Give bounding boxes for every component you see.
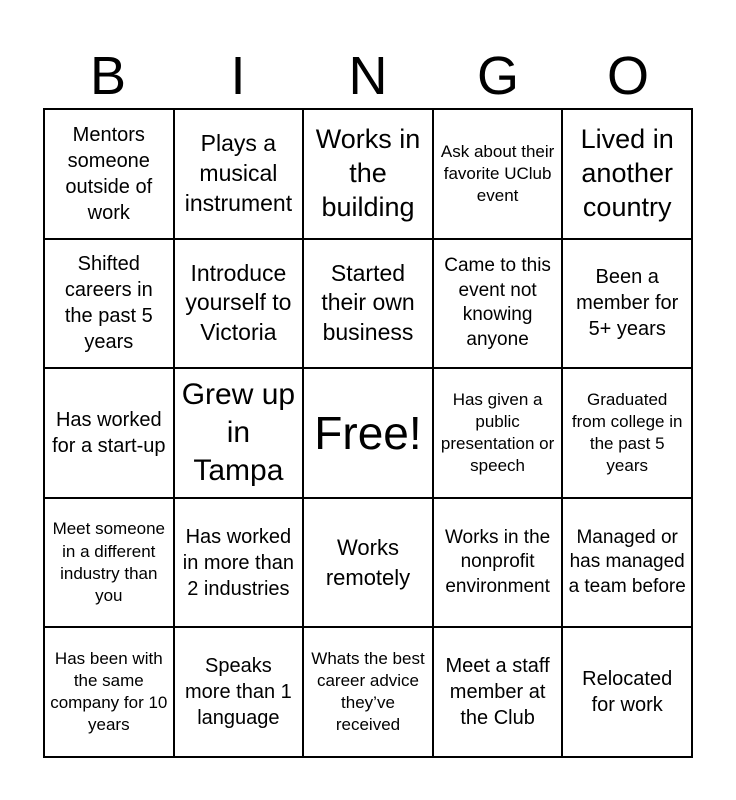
cell-text: Mentors someone outside of work: [65, 123, 153, 224]
cell-text: Speaks more than 1 language: [185, 655, 292, 730]
cell-text: Lived in another country: [580, 124, 674, 222]
cell-text: Works in the building: [315, 124, 421, 222]
bingo-cell[interactable]: [304, 110, 434, 240]
bingo-cell[interactable]: [45, 499, 175, 629]
bingo-cell[interactable]: [304, 628, 434, 758]
bingo-cell[interactable]: [175, 628, 305, 758]
bingo-header: [43, 44, 693, 108]
bingo-cell[interactable]: [304, 499, 434, 629]
cell-text: Has given a public presentation or speech: [440, 389, 555, 476]
bingo-cell[interactable]: [175, 110, 305, 240]
cell-text: Works in the nonprofit environment: [444, 526, 551, 597]
header-letter-g: G: [476, 46, 519, 106]
bingo-cell[interactable]: [45, 628, 175, 758]
bingo-cell[interactable]: [45, 110, 175, 240]
bingo-board: [43, 108, 693, 758]
cell-text: Has been with the same company for 10 years: [50, 649, 168, 735]
cell-text: Plays a musical instrument: [184, 129, 293, 216]
bingo-cell[interactable]: [434, 628, 564, 758]
bingo-cell[interactable]: [175, 240, 305, 370]
cell-text: Relocated for work: [582, 668, 673, 717]
bingo-cell[interactable]: [45, 240, 175, 370]
bingo-cell[interactable]: [563, 628, 693, 758]
bingo-cell[interactable]: [563, 240, 693, 370]
cell-text: Came to this event not knowing anyone: [444, 255, 551, 351]
bingo-cell[interactable]: [45, 369, 175, 499]
bingo-cell[interactable]: [434, 110, 564, 240]
cell-text: Meet someone in a different industry than you: [52, 519, 166, 605]
bingo-cell[interactable]: [563, 369, 693, 499]
header-letter-i: I: [230, 46, 246, 106]
bingo-cell[interactable]: [175, 369, 305, 499]
cell-text: Started their own business: [321, 259, 415, 346]
free-space-text: Free!: [314, 406, 422, 459]
cell-text: Whats the best career advice they’ve received: [311, 649, 425, 735]
bingo-cell[interactable]: [434, 369, 564, 499]
cell-text: Graduated from college in the past 5 years: [571, 389, 683, 476]
header-letter-o: O: [606, 46, 649, 106]
bingo-cell[interactable]: [563, 499, 693, 629]
bingo-cell[interactable]: [434, 499, 564, 629]
header-letter-b: B: [89, 46, 127, 106]
cell-text: Grew up in Tampa: [181, 377, 296, 488]
cell-text: Has worked in more than 2 industries: [182, 525, 294, 600]
header-letter-n: N: [348, 46, 388, 106]
cell-text: Managed or has managed a team before: [568, 526, 686, 597]
bingo-cell[interactable]: [304, 240, 434, 370]
cell-text: Meet a staff member at the Club: [445, 655, 550, 730]
cell-text: Works remotely: [325, 534, 411, 590]
cell-text: Introduce yourself to Victoria: [185, 259, 292, 346]
bingo-cell-free[interactable]: [304, 369, 434, 499]
bingo-cell[interactable]: [563, 110, 693, 240]
cell-text: Ask about their favorite UClub event: [440, 141, 555, 205]
cell-text: Has worked for a start-up: [52, 408, 166, 457]
bingo-cell[interactable]: [434, 240, 564, 370]
cell-text: Shifted careers in the past 5 years: [64, 253, 153, 354]
cell-text: Been a member for 5+ years: [576, 266, 679, 341]
bingo-cell[interactable]: [175, 499, 305, 629]
